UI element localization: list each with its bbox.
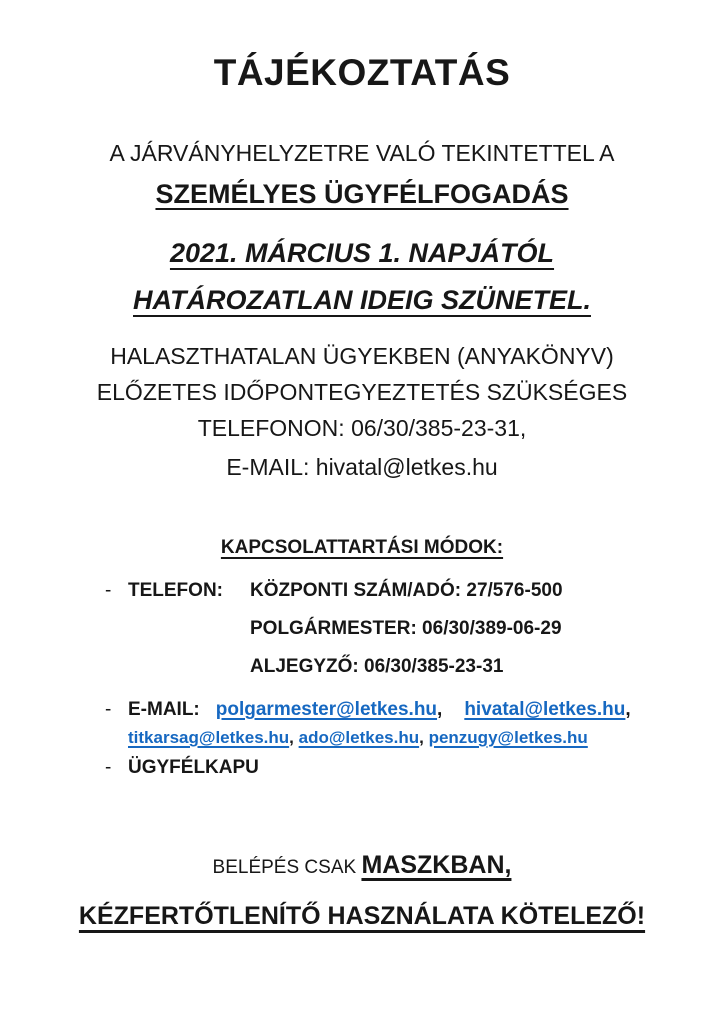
comma-separator: , [419,728,424,747]
email-link-ado[interactable]: ado@letkes.hu [298,728,420,747]
entry-rule-line [0,851,724,880]
telefon-deputy-notary-number: ALJEGYZŐ: 06/30/385-23-31 [250,656,504,677]
ugyfelkapu-label: ÜGYFÉLKAPU [128,757,259,778]
closure-line-2: HATÁROZATLAN IDEIG SZÜNETEL. [133,285,591,315]
contact-methods-list [105,580,684,779]
sanitizer-rule-line: KÉZFERTŐTLENÍTŐ HASZNÁLATA KÖTELEZŐ! [78,902,646,930]
intro-emphasis: SZEMÉLYES ÜGYFÉLFOGADÁS [155,179,569,209]
bullet-dash: - [105,757,112,778]
email-link-titkarsag[interactable]: titkarsag@letkes.hu [128,728,290,747]
email-links-block [128,699,684,748]
comma-separator: , [437,699,443,720]
urgent-cases-paragraph [0,338,724,446]
page-title: TÁJÉKOZTATÁS [213,52,511,93]
urgent-line-1: HALASZTHATALAN ÜGYEKBEN (ANYAKÖNYV) [110,343,614,369]
closure-statement [0,230,724,324]
entry-rule-prefix: BELÉPÉS CSAK [212,857,362,878]
urgent-line-3: TELEFONON: 06/30/385-23-31, [197,415,527,441]
closure-line-1: 2021. MÁRCIUS 1. NAPJÁTÓL [169,238,555,268]
comma-separator: , [289,728,294,747]
email-contact-line: E-MAIL: hivatal@letkes.hu [226,454,498,480]
intro-line: A JÁRVÁNYHELYZETRE VALÓ TEKINTETTEL A [109,140,615,166]
list-item-ugyfelkapu [105,757,684,779]
contact-methods-heading: KAPCSOLATTARTÁSI MÓDOK: [220,537,504,558]
email-links-line-1 [128,699,684,721]
list-item-telefon [105,580,684,602]
telefon-label: TELEFON: [128,580,223,601]
email-link-polgarmester[interactable]: polgarmester@letkes.hu [215,699,438,720]
telefon-central-number: KÖZPONTI SZÁM/ADÓ: 27/576-500 [250,580,563,601]
email-link-penzugy[interactable]: penzugy@letkes.hu [428,728,588,747]
entry-rule-mask: MASZKBAN, [361,851,512,879]
comma-separator: , [625,699,631,720]
urgent-line-2: ELŐZETES IDŐPONTEGYEZTETÉS SZÜKSÉGES [96,379,628,405]
email-label: E-MAIL: [128,699,200,720]
telefon-mayor-number: POLGÁRMESTER: 06/30/389-06-29 [250,618,562,639]
list-item-email [105,699,684,748]
email-link-hivatal[interactable]: hivatal@letkes.hu [464,699,626,720]
bullet-dash: - [105,699,112,720]
bullet-dash: - [105,580,112,601]
email-links-line-2 [128,728,684,748]
